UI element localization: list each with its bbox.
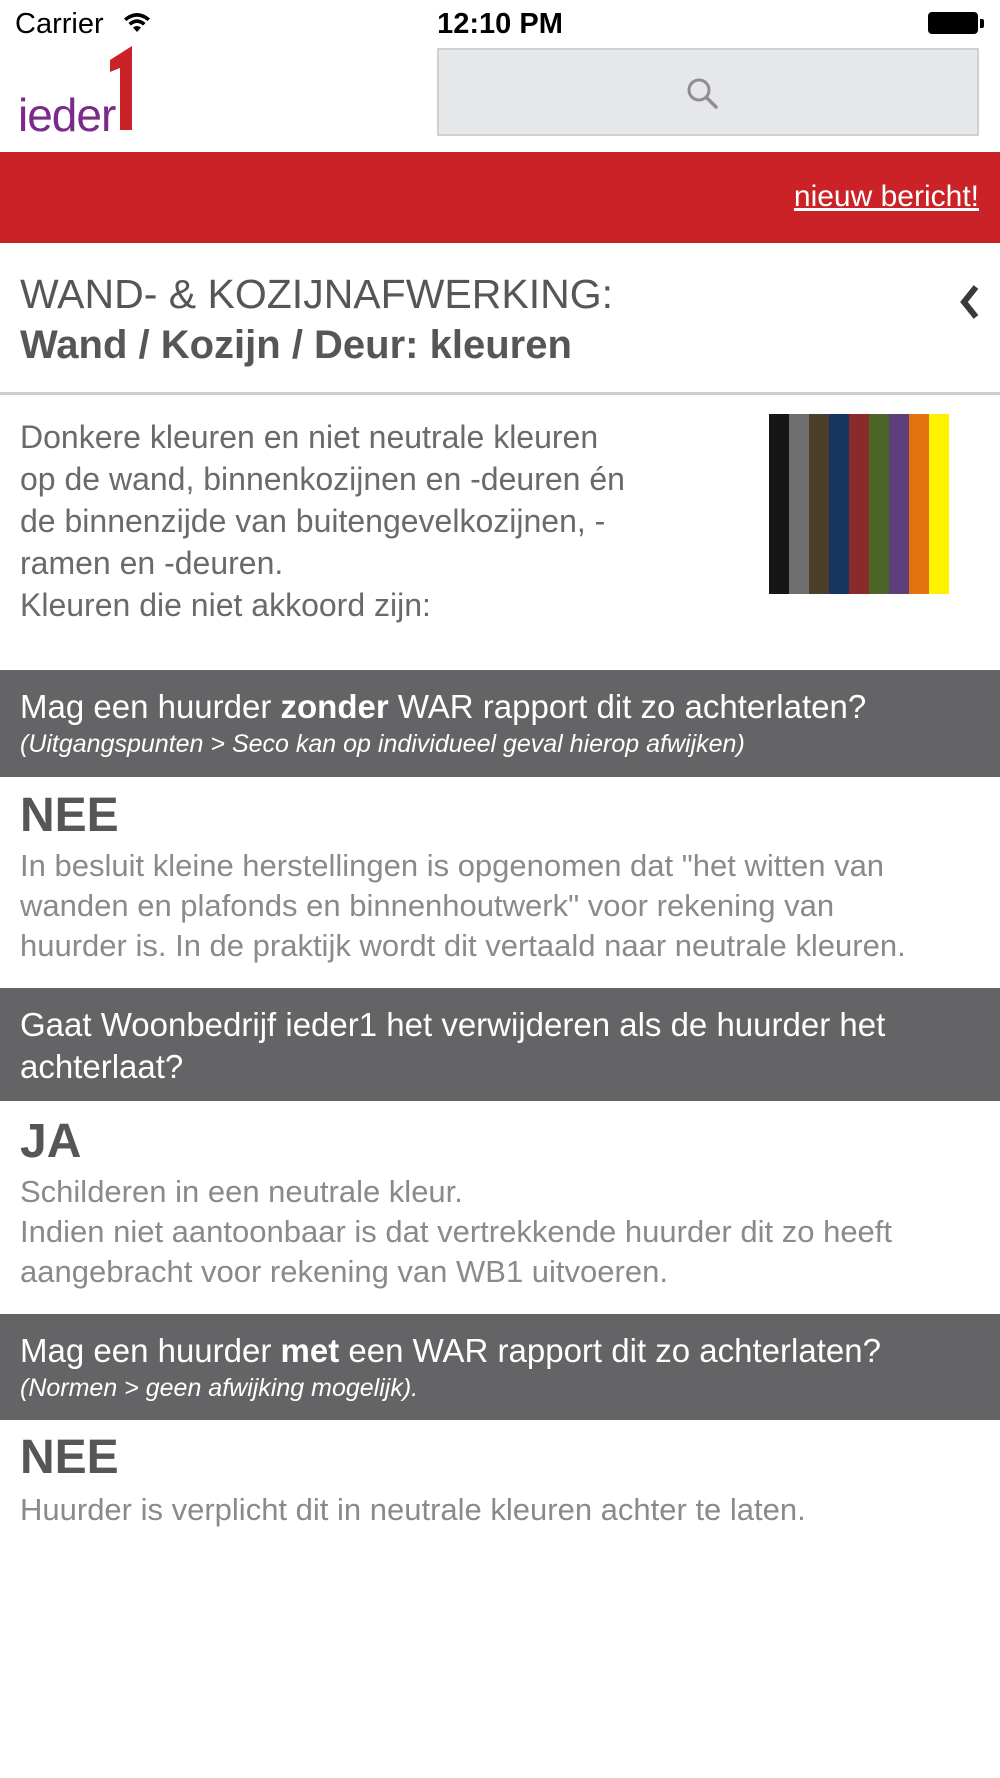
question-bar (0, 988, 1000, 1101)
topic-subject: Wand / Kozijn / Deur: kleuren (20, 323, 572, 367)
question-note: (Uitgangspunten > Seco kan op individueel geval hierop afwijken) (20, 730, 745, 758)
answer-label: JA (20, 1115, 82, 1168)
ieder1-logo[interactable] (16, 46, 144, 141)
intro-text: Donkere kleuren en niet neutrale kleuren op de wand, binnenkozijnen en -deuren én de binnenzijde van buitengevelkozijnen, - ramen en -deuren. Kleuren die niet akkoord zijn: (20, 419, 625, 623)
answer-label: NEE (20, 1431, 119, 1484)
chevron-left-icon[interactable] (958, 283, 982, 321)
question-note: (Normen > geen afwijking mogelijk). (20, 1374, 419, 1402)
color-swatch (769, 414, 789, 594)
answer-label: NEE (20, 789, 119, 842)
search-input[interactable] (437, 48, 979, 136)
carrier-label: Carrier (15, 8, 104, 40)
question-bar (0, 670, 1000, 777)
status-bar (0, 0, 1000, 48)
color-swatch (849, 414, 869, 594)
topic-category: WAND- & KOZIJNAFWERKING: (20, 271, 613, 317)
topic-header (0, 243, 1000, 395)
logo-one-graphic (100, 46, 140, 132)
question-text: Mag een huurder zonder WAR rapport dit zo achterlaten? (20, 688, 867, 725)
answer-text: Huurder is verplicht dit in neutrale kleuren achter te laten. (20, 1492, 806, 1527)
new-message-link[interactable]: nieuw bericht! (793, 180, 979, 213)
color-swatch (809, 414, 829, 594)
search-icon (685, 76, 721, 112)
clock: 12:10 PM (437, 8, 563, 40)
question-bar (0, 1314, 1000, 1420)
color-swatch (889, 414, 909, 594)
color-swatch (929, 414, 949, 594)
color-swatch-image (769, 414, 949, 594)
question-text: Gaat Woonbedrijf ieder1 het verwijderen als de huurder het achterlaat? (20, 1006, 886, 1085)
answer-text: Schilderen in een neutrale kleur. Indien niet aantoonbaar is dat vertrekkende huurder dit zo heeft aangebracht voor rekening van WB1 uitvoeren. (20, 1174, 893, 1289)
color-swatch (909, 414, 929, 594)
logo-text: ieder (18, 89, 116, 141)
question-text: Mag een huurder met een WAR rapport dit zo achterlaten? (20, 1332, 881, 1369)
color-swatch (869, 414, 889, 594)
notification-banner (0, 152, 1000, 243)
battery-icon (928, 12, 984, 36)
answer-text: In besluit kleine herstellingen is opgenomen dat "het witten van wanden en plafonds en binnenhoutwerk" voor rekening van huurder is. In de praktijk wordt dit vertaald naar neutrale kleuren. (20, 848, 906, 963)
color-swatch (829, 414, 849, 594)
color-swatch (789, 414, 809, 594)
